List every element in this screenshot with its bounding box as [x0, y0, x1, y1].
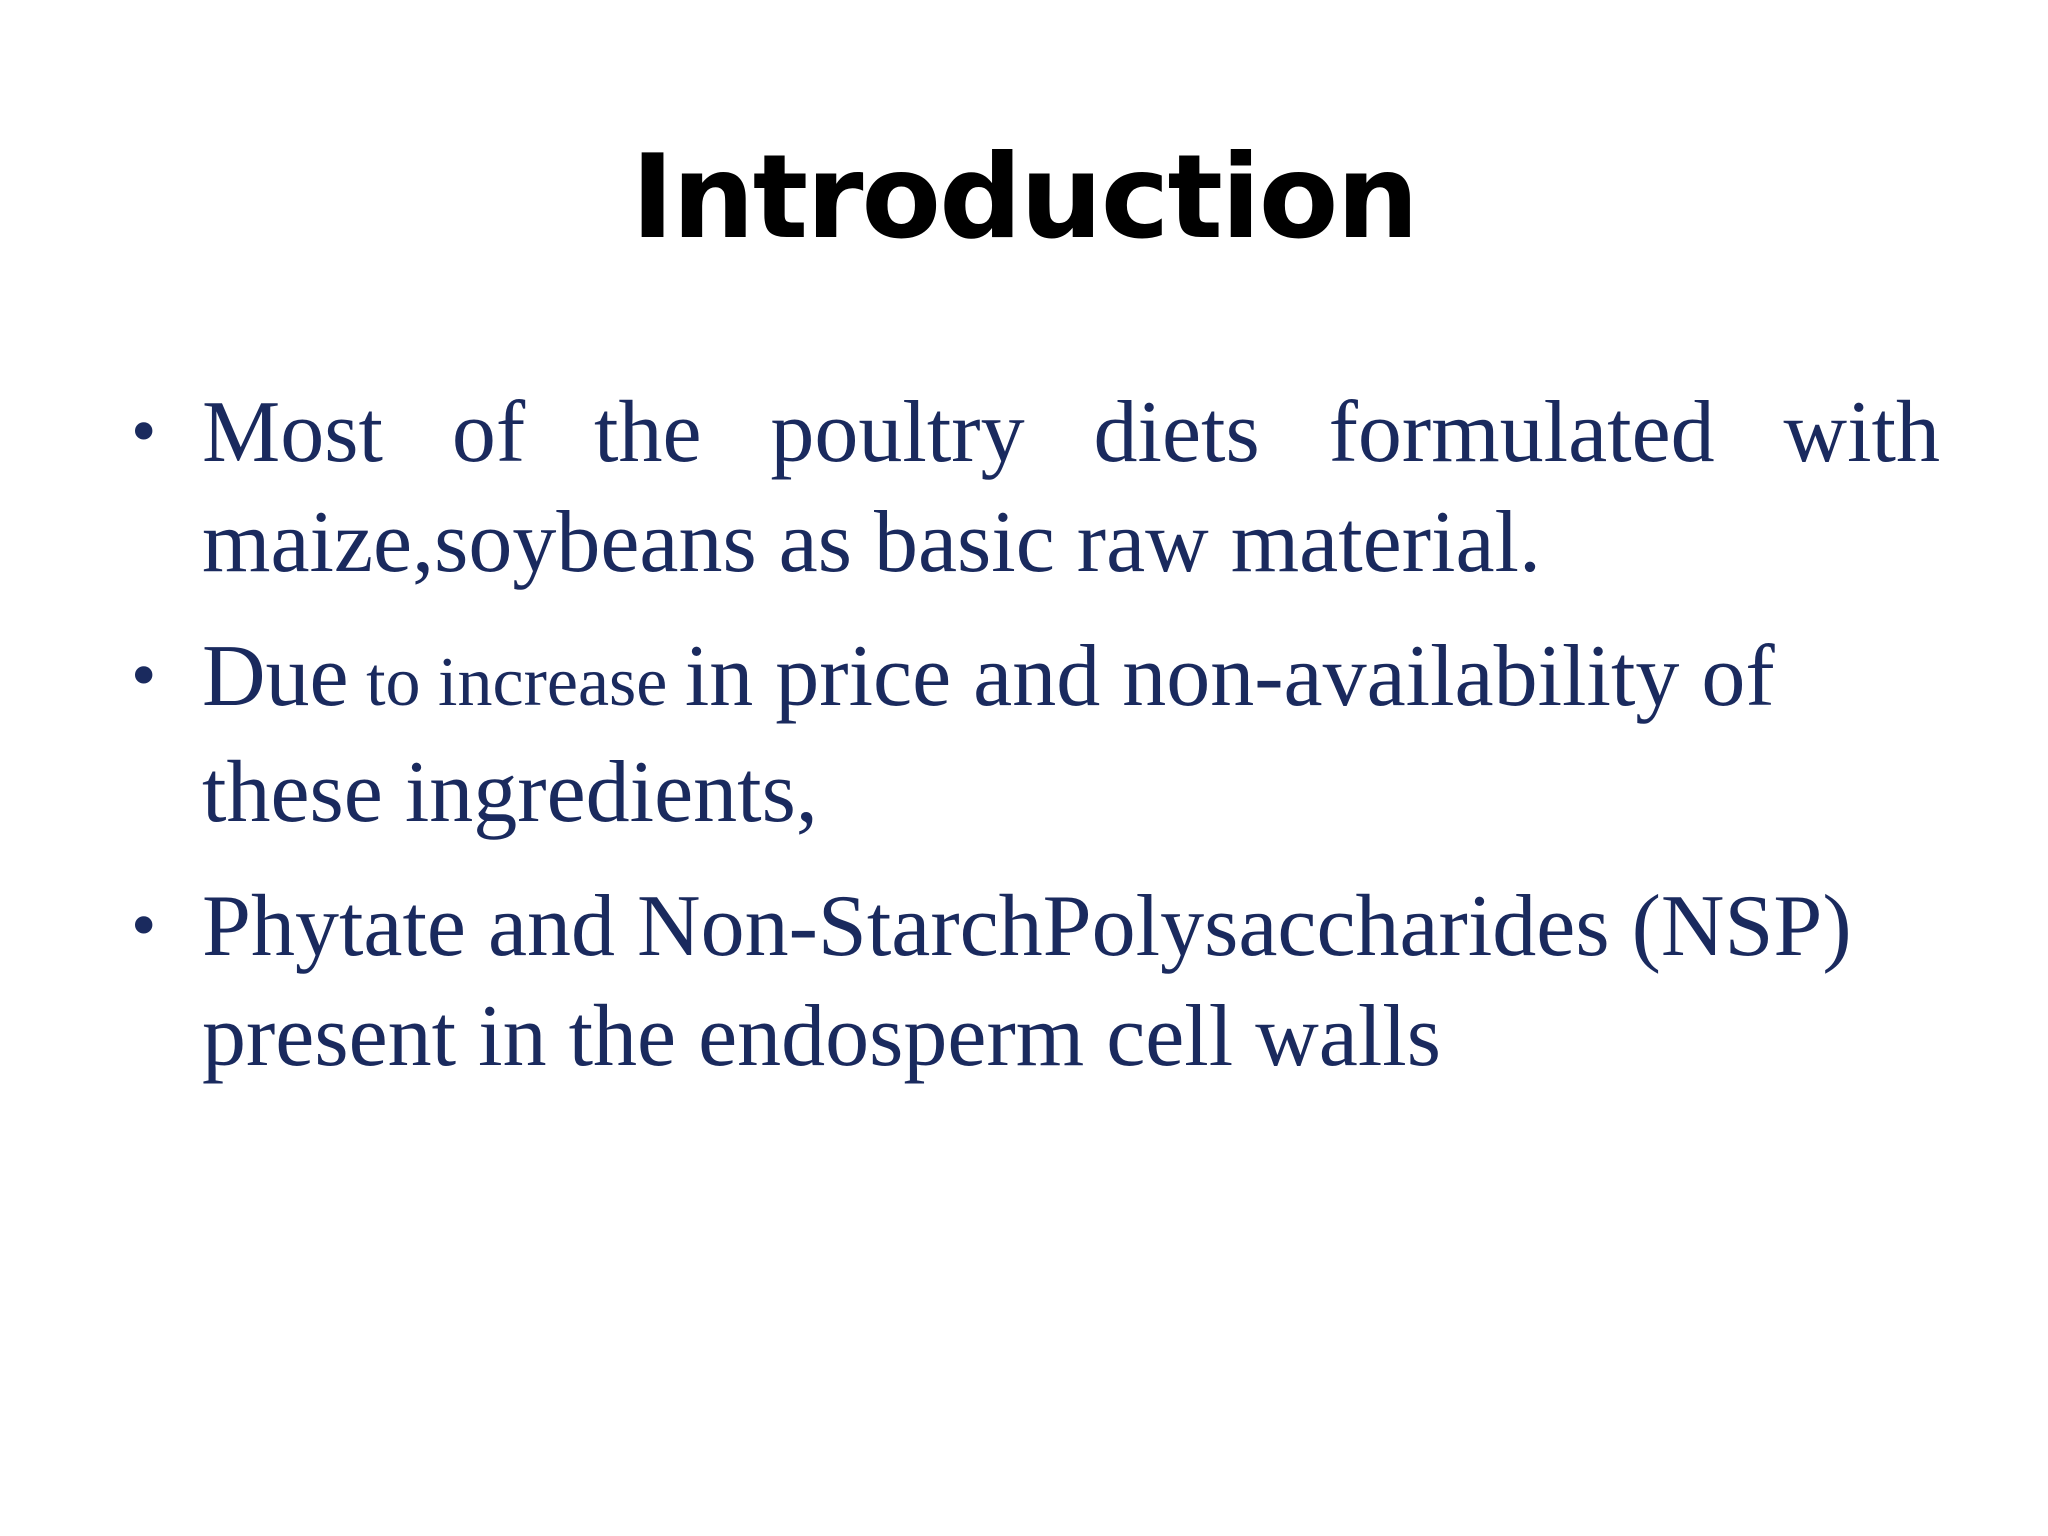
bullet-dot-icon: • — [126, 892, 162, 962]
slide-title: Introduction — [631, 130, 1417, 265]
bullet-text — [202, 622, 1940, 848]
bullet-dot-icon: • — [126, 398, 162, 468]
bullet-item — [120, 872, 1940, 1092]
bullet-item — [120, 378, 1940, 598]
bullet-item — [120, 622, 1940, 848]
bullet-text-rest: in price and non-availability of these ingredients, — [202, 628, 1775, 841]
bullet-dot-icon: • — [126, 642, 162, 712]
bullet-text: Most of the poultry diets formulated with maize,soybeans as basic raw material. — [202, 384, 1940, 591]
bullet-text: Phytate and Non-StarchPolysaccharides (NSP) present in the endosperm cell walls — [202, 878, 1852, 1085]
bullet-text-lead: Due — [202, 628, 349, 725]
bullet-list — [120, 378, 1940, 1116]
bullet-text-small: to increase — [348, 644, 685, 721]
